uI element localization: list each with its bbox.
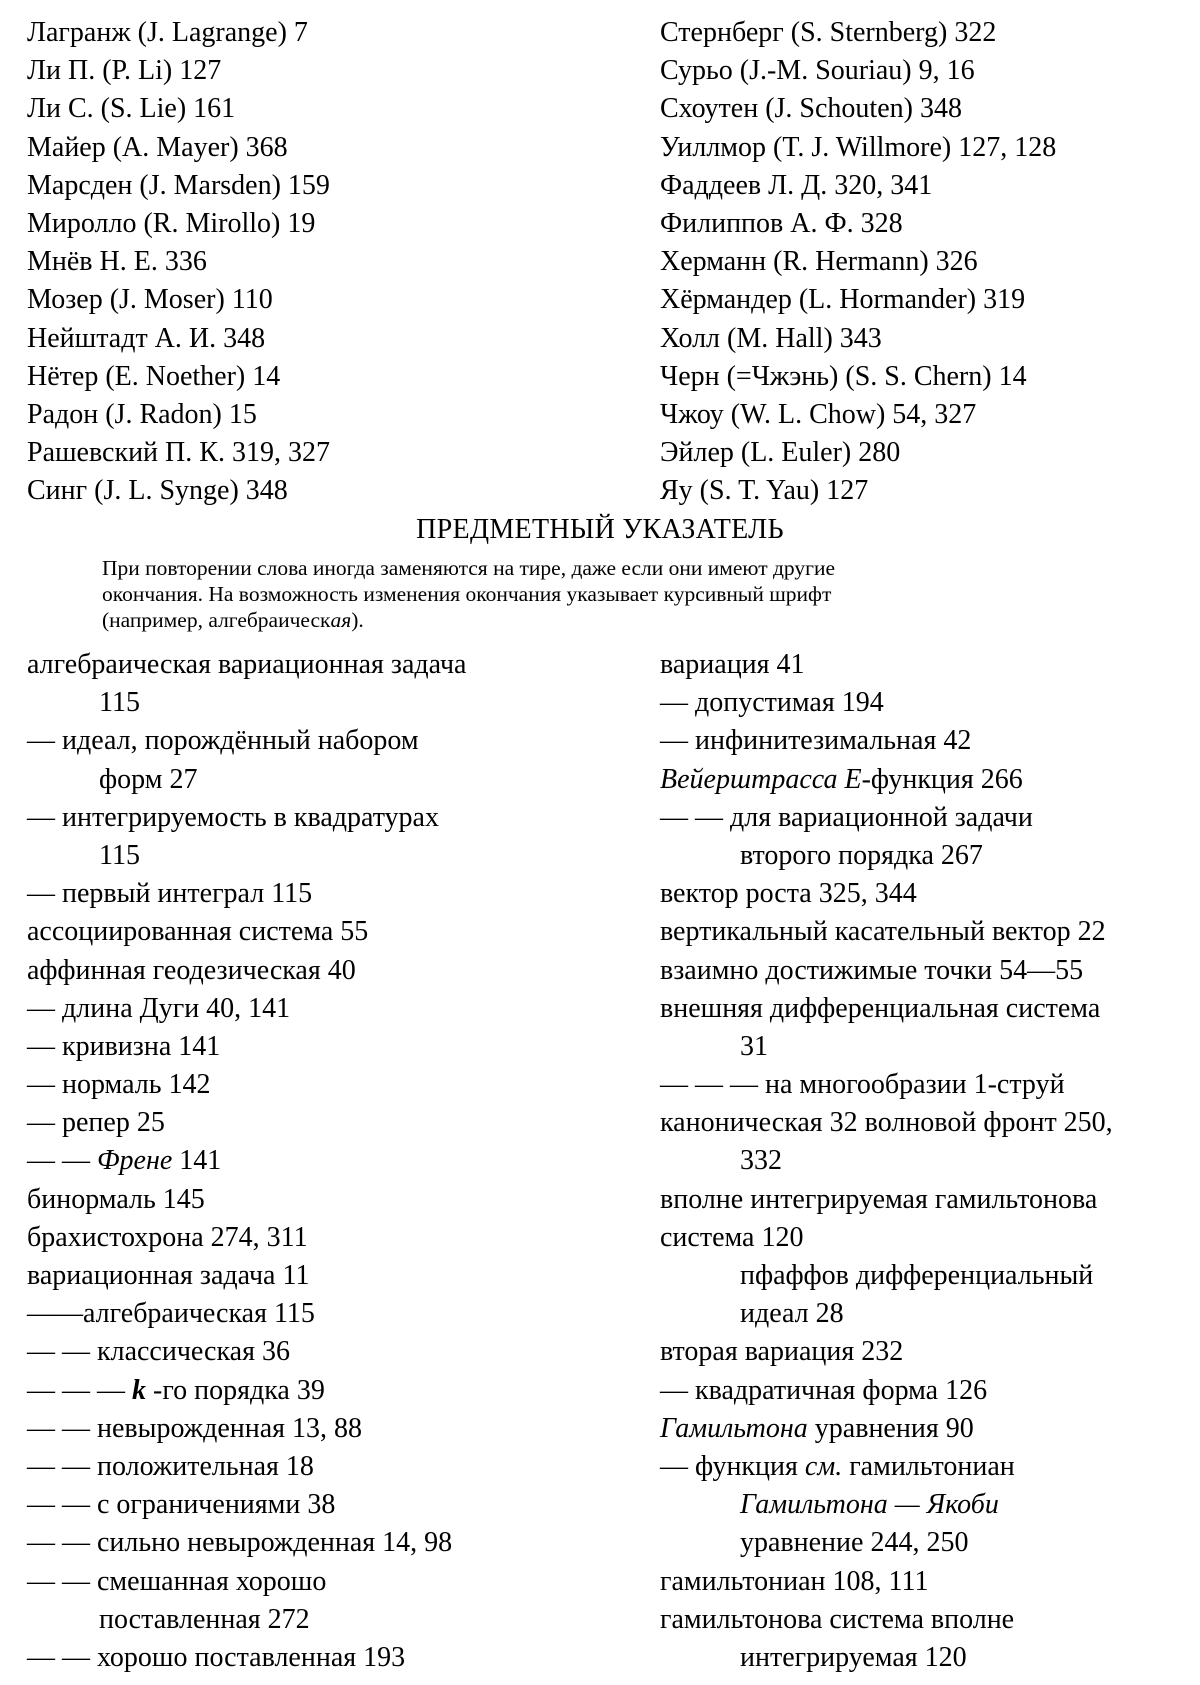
index-entry: — — — k -го порядка 39 xyxy=(27,1374,325,1406)
index-entry: — — Френе 141 xyxy=(27,1145,222,1177)
index-entry: — — классическая 36 xyxy=(27,1336,290,1368)
name-entry: Майер (A. Mayer) 368 xyxy=(27,131,288,163)
index-entry-continuation: второго порядка 267 xyxy=(740,839,983,871)
index-entry: — — смешанная хорошо xyxy=(27,1565,327,1597)
name-entry: Синг (J. L. Synge) 348 xyxy=(27,475,288,507)
index-entry: — — хорошо поставленная 193 xyxy=(27,1641,406,1673)
index-entry: — допустимая 194 xyxy=(660,687,884,719)
index-entry: — — положительная 18 xyxy=(27,1450,314,1482)
index-entry: — — — на многообразии 1-струй xyxy=(660,1069,1065,1101)
index-entry: вполне интегрируемая гамильтонова xyxy=(660,1183,1098,1215)
index-entry: — нормаль 142 xyxy=(27,1069,211,1101)
index-entry: — — невырожденная 13, 88 xyxy=(27,1412,363,1444)
name-entry: Ли П. (P. Li) 127 xyxy=(27,55,222,87)
name-entry: Ли С. (S. Lie) 161 xyxy=(27,93,236,125)
name-entry: Эйлер (L. Euler) 280 xyxy=(660,437,901,469)
name-entry: Хёрмандер (L. Hormander) 319 xyxy=(660,284,1026,316)
index-entry: система 120 xyxy=(660,1221,804,1253)
name-entry: Нётер (E. Noether) 14 xyxy=(27,360,281,392)
index-entry: — инфинитезимальная 42 xyxy=(660,725,972,757)
name-entry: Нейштадт А. И. 348 xyxy=(27,322,266,354)
note-line: При повторении слова иногда заменяются на тире, даже если они имеют другие xyxy=(102,556,836,580)
index-entry: — — для вариационной задачи xyxy=(660,801,1033,833)
index-entry: ——алгебраическая 115 xyxy=(27,1298,315,1330)
name-index-left-column xyxy=(27,14,587,510)
index-entry: аффинная геодезическая 40 xyxy=(27,954,356,986)
section-heading: ПРЕДМЕТНЫЙ УКАЗАТЕЛЬ xyxy=(416,514,784,545)
index-entry-continuation: поставленная 272 xyxy=(99,1603,310,1635)
index-entry-continuation: 332 xyxy=(740,1145,782,1177)
name-entry: Холл (M. Hall) 343 xyxy=(660,322,882,354)
index-entry: вторая вариация 232 xyxy=(660,1336,904,1368)
index-entry: — длина Дуги 40, 141 xyxy=(27,992,291,1024)
name-entry: Марсден (J. Marsden) 159 xyxy=(27,169,330,201)
index-entry-continuation: идеал 28 xyxy=(740,1298,844,1330)
name-entry: Херманн (R. Hermann) 326 xyxy=(660,246,978,278)
index-entry-continuation: 31 xyxy=(740,1030,768,1062)
name-entry: Стернберг (S. Sternberg) 322 xyxy=(660,17,997,48)
index-entry: внешняя дифференциальная система xyxy=(660,992,1101,1024)
index-entry: ассоциированная система 55 xyxy=(27,916,369,948)
index-entry: гамильтониан 108, 111 xyxy=(660,1565,929,1597)
subject-index-left-column xyxy=(27,646,597,1677)
index-entry: — квадратичная форма 126 xyxy=(660,1374,988,1406)
index-entry: гамильтонова система вполне xyxy=(660,1603,1015,1635)
index-entry: вариация 41 xyxy=(660,649,805,680)
index-entry: — интегрируемость в квадратурах xyxy=(27,801,439,833)
index-entry: вертикальный касательный вектор 22 xyxy=(660,916,1106,948)
index-entry-continuation: 115 xyxy=(99,687,140,719)
name-entry: Уиллмор (T. J. Willmore) 127, 128 xyxy=(660,131,1057,163)
index-entry-continuation: Гамильтона — Якоби xyxy=(740,1489,999,1521)
note-line: окончания. На возможность изменения окончания указывает курсивный шрифт xyxy=(102,582,832,606)
index-entry: — — с ограничениями 38 xyxy=(27,1489,336,1521)
index-entry-continuation: 115 xyxy=(99,839,140,871)
index-entry: бинормаль 145 xyxy=(27,1183,205,1215)
index-entry: — первый интеграл 115 xyxy=(27,878,313,910)
name-entry: Сурьо (J.-M. Souriau) 9, 16 xyxy=(660,55,975,87)
name-entry: Яу (S. T. Yau) 127 xyxy=(660,475,869,507)
name-entry: Мозер (J. Moser) 110 xyxy=(27,284,273,316)
name-entry: Мнёв Н. Е. 336 xyxy=(27,246,207,278)
note-line: (например, алгебраическая). xyxy=(102,608,364,632)
name-entry: Миролло (R. Mirollo) 19 xyxy=(27,207,316,239)
index-entry: — — сильно невырожденная 14, 98 xyxy=(27,1527,453,1559)
name-entry: Радон (J. Radon) 15 xyxy=(27,398,257,430)
name-entry: Рашевский П. К. 319, 327 xyxy=(27,437,330,469)
index-entry: взаимно достижимые точки 54—55 xyxy=(660,954,1084,986)
subject-index-right-column xyxy=(660,646,1195,1677)
index-entry: — функция см. гамильтониан xyxy=(660,1450,1015,1482)
index-entry: каноническая 32 волновой фронт 250, xyxy=(660,1107,1113,1139)
index-note xyxy=(102,555,1117,633)
name-index-right-column xyxy=(660,14,1190,510)
name-entry: Лагранж (J. Lagrange) 7 xyxy=(27,17,308,48)
name-entry: Фаддеев Л. Д. 320, 341 xyxy=(660,169,933,201)
index-entry: Вейерштрасса Е-функция 266 xyxy=(660,763,1023,795)
index-entry: брахистохрона 274, 311 xyxy=(27,1221,308,1253)
index-entry-continuation: форм 27 xyxy=(99,763,198,795)
index-entry: — кривизна 141 xyxy=(27,1030,221,1062)
name-entry: Черн (=Чжэнь) (S. S. Chern) 14 xyxy=(660,360,1027,392)
index-entry: — идеал, порождённый набором xyxy=(27,725,419,757)
index-entry: Гамильтона уравнения 90 xyxy=(660,1412,974,1444)
index-entry: алгебраическая вариационная задача xyxy=(27,649,467,680)
index-entry-continuation: интегрируемая 120 xyxy=(740,1641,967,1673)
index-entry: вектор роста 325, 344 xyxy=(660,878,917,910)
name-entry: Филиппов А. Ф. 328 xyxy=(660,207,903,239)
index-entry-continuation: уравнение 244, 250 xyxy=(740,1527,969,1559)
index-entry-continuation: пфаффов дифференциальный xyxy=(740,1260,1094,1291)
index-entry: — репер 25 xyxy=(27,1107,165,1139)
name-entry: Схоутен (J. Schouten) 348 xyxy=(660,93,962,125)
index-entry: вариационная задача 11 xyxy=(27,1260,310,1291)
name-entry: Чжоу (W. L. Chow) 54, 327 xyxy=(660,398,977,430)
